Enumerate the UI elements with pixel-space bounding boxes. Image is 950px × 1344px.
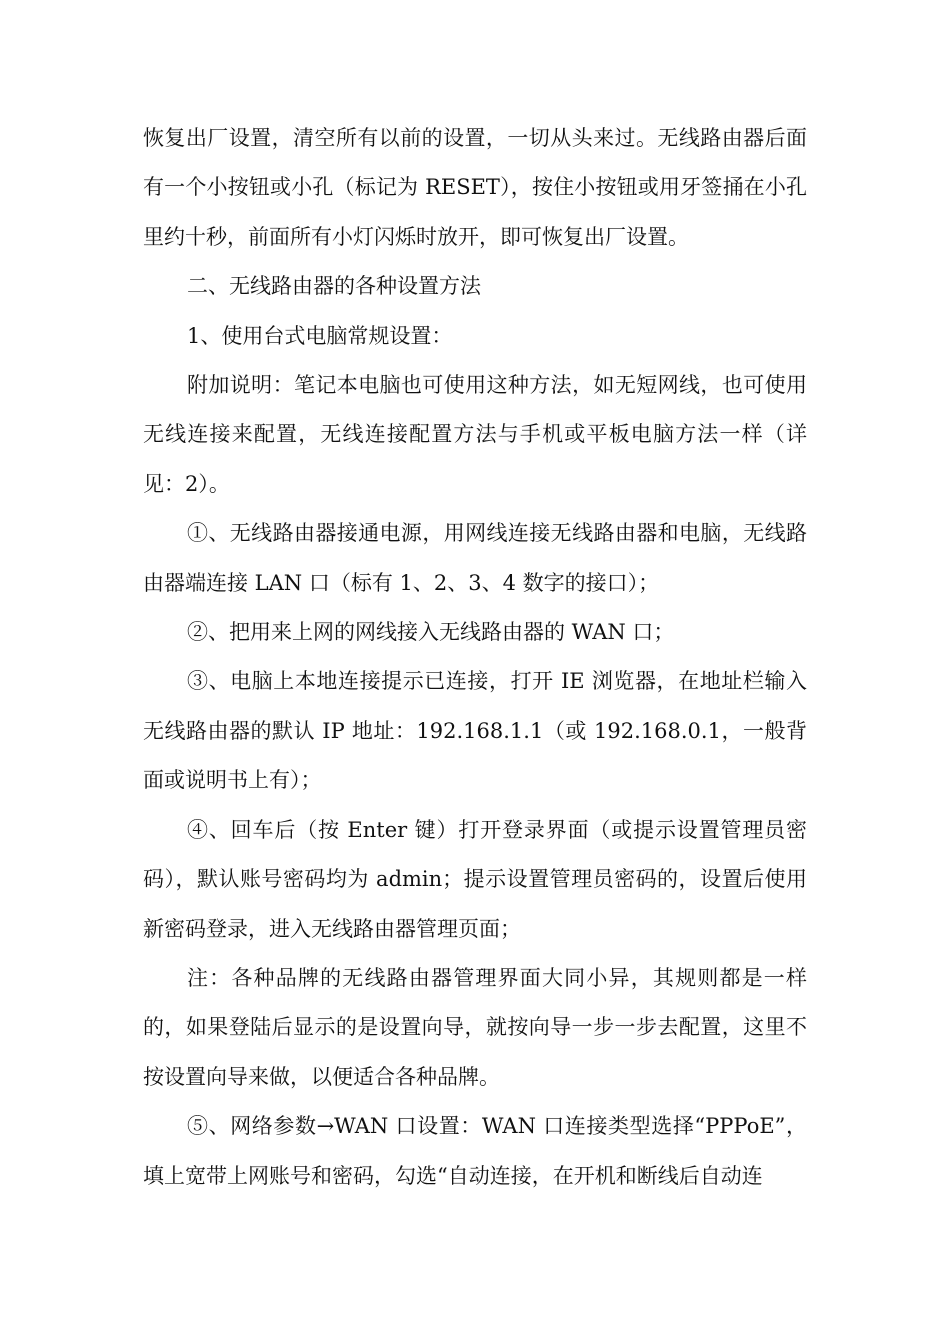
- section-heading-setup-methods: 二、无线路由器的各种设置方法: [187, 274, 481, 299]
- step-3-open-browser: ③、电脑上本地连接提示已连接，打开 IE 浏览器，在地址栏输入无线路由器的默认 IP 地址：192.168.1.1（或 192.168.0.1，一般背面或说明书上有）；: [143, 669, 807, 793]
- paragraph-additional-note: 附加说明：笔记本电脑也可使用这种方法，如无短网线，也可使用无线连接来配置，无线连接配置方法与手机或平板电脑方法一样（详见：2）。: [143, 373, 807, 496]
- step-2-connect-wan: ②、把用来上网的网线接入无线路由器的 WAN 口；: [187, 620, 675, 645]
- step-5-wan-settings: ⑤、网络参数→WAN 口设置：WAN 口连接类型选择“PPPoE”，填上宽带上网账号和密码，勾选“自动连接，在开机和断线后自动连: [143, 1114, 807, 1188]
- step-4-login: ④、回车后（按 Enter 键）打开登录界面（或提示设置管理员密码），默认账号密码均为 admin；提示设置管理员密码的，设置后使用新密码登录，进入无线路由器管理页面；: [143, 817, 807, 941]
- document-body: [143, 114, 807, 1201]
- paragraph-factory-reset: 恢复出厂设置，清空所有以前的设置，一切从头来过。无线路由器后面有一个小按钮或小孔（标记为 RESET），按住小按钮或用牙签捅在小孔里约十秒，前面所有小灯闪烁时放开，即可恢复出厂设置。: [143, 126, 807, 249]
- subsection-heading-desktop-setup: 1、使用台式电脑常规设置：: [187, 323, 453, 348]
- step-1-connect-power-lan: ①、无线路由器接通电源，用网线连接无线路由器和电脑，无线路由器端连接 LAN 口（标有 1、2、3、4 数字的接口）；: [143, 521, 807, 595]
- paragraph-brand-note: 注：各种品牌的无线路由器管理界面大同小异，其规则都是一样的，如果登陆后显示的是设置向导，就按向导一步一步去配置，这里不按设置向导来做，以便适合各种品牌。: [143, 965, 807, 1089]
